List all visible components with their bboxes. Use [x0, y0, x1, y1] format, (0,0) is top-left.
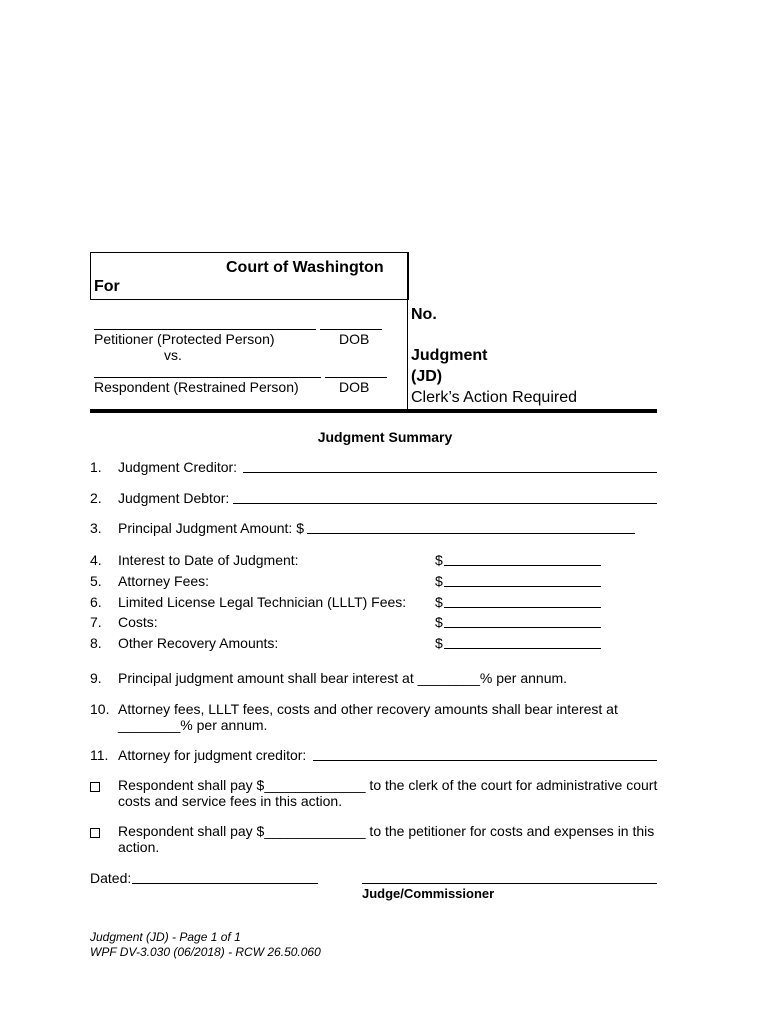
judge-signature-line[interactable]: [362, 883, 657, 884]
petitioner-costs-checkbox[interactable]: [90, 828, 100, 838]
respondent-name-line[interactable]: [94, 377, 321, 378]
footer-page: Judgment (JD) - Page 1 of 1: [90, 930, 241, 944]
item-number: 4.: [90, 552, 102, 568]
judgment-creditor-line[interactable]: [243, 472, 657, 473]
costs-label: Costs:: [118, 614, 158, 630]
costs-line[interactable]: [444, 627, 601, 628]
caption-divider: [407, 252, 408, 410]
principal-interest-rate: Principal judgment amount shall bear interest at ________% per annum.: [118, 670, 568, 686]
respondent-label: Respondent (Restrained Person): [94, 379, 299, 395]
versus-label: vs.: [164, 347, 182, 363]
attorney-creditor-label: Attorney for judgment creditor:: [118, 747, 307, 763]
dollar-sign: $: [435, 573, 443, 589]
dated-label: Dated:: [90, 870, 132, 886]
petitioner-costs-order-cont: action.: [118, 839, 160, 855]
case-number-label: No.: [411, 306, 437, 323]
court-name: Court of Washington: [226, 259, 384, 276]
for-label: For: [94, 278, 120, 295]
judgment-debtor-line[interactable]: [233, 503, 657, 504]
item-number: 1.: [90, 459, 102, 475]
caption-rule: [90, 409, 657, 413]
item-number: 9.: [90, 670, 102, 686]
principal-amount-line[interactable]: [307, 533, 635, 534]
admin-costs-order-cont: costs and service fees in this action.: [118, 793, 343, 809]
interest-label: Interest to Date of Judgment:: [118, 552, 299, 568]
fees-interest-rate-cont: ________% per annum.: [118, 717, 268, 733]
respondent-dob-line[interactable]: [325, 377, 387, 378]
item-number: 7.: [90, 614, 102, 630]
dollar-sign: $: [435, 594, 443, 610]
item-number: 11.: [90, 747, 109, 763]
item-number: 10.: [90, 701, 110, 717]
item-number: 3.: [90, 520, 102, 536]
judgment-creditor-label: Judgment Creditor:: [118, 459, 238, 475]
respondent-dob-label: DOB: [339, 379, 370, 395]
petitioner-costs-order: Respondent shall pay $_____________ to the petitioner for costs and expenses in this: [118, 823, 655, 839]
admin-costs-checkbox[interactable]: [90, 782, 100, 792]
summary-title: Judgment Summary: [317, 429, 453, 445]
other-recovery-label: Other Recovery Amounts:: [118, 635, 279, 651]
attorney-fees-label: Attorney Fees:: [118, 573, 210, 589]
date-line[interactable]: [132, 883, 318, 884]
dollar-sign: $: [435, 614, 443, 630]
document-title: Judgment: [411, 347, 488, 364]
dollar-sign: $: [435, 635, 443, 651]
item-number: 5.: [90, 573, 102, 589]
footer-form-id: WPF DV-3.030 (06/2018) - RCW 26.50.060: [90, 945, 321, 959]
interest-amount-line[interactable]: [444, 565, 601, 566]
principal-amount-label: Principal Judgment Amount: $: [118, 520, 304, 536]
petitioner-label: Petitioner (Protected Person): [94, 331, 275, 347]
other-recovery-line[interactable]: [444, 648, 601, 649]
judge-label: Judge/Commissioner: [362, 886, 495, 901]
item-number: 8.: [90, 635, 102, 651]
item-number: 6.: [90, 594, 102, 610]
clerk-action-note: Clerk’s Action Required: [411, 389, 578, 406]
lllt-fees-label: Limited License Legal Technician (LLLT) Fees:: [118, 594, 407, 610]
petitioner-name-line[interactable]: [94, 329, 316, 330]
fees-interest-rate: Attorney fees, LLLT fees, costs and other recovery amounts shall bear interest at: [118, 701, 618, 717]
petitioner-dob-label: DOB: [339, 331, 370, 347]
item-number: 2.: [90, 490, 102, 506]
lllt-fees-line[interactable]: [444, 607, 601, 608]
attorney-creditor-line[interactable]: [313, 760, 657, 761]
dollar-sign: $: [435, 552, 443, 568]
judgment-debtor-label: Judgment Debtor:: [118, 490, 230, 506]
document-code: (JD): [411, 368, 443, 385]
petitioner-dob-line[interactable]: [320, 329, 382, 330]
admin-costs-order: Respondent shall pay $_____________ to the clerk of the court for administrative court: [118, 777, 658, 793]
attorney-fees-line[interactable]: [444, 586, 601, 587]
